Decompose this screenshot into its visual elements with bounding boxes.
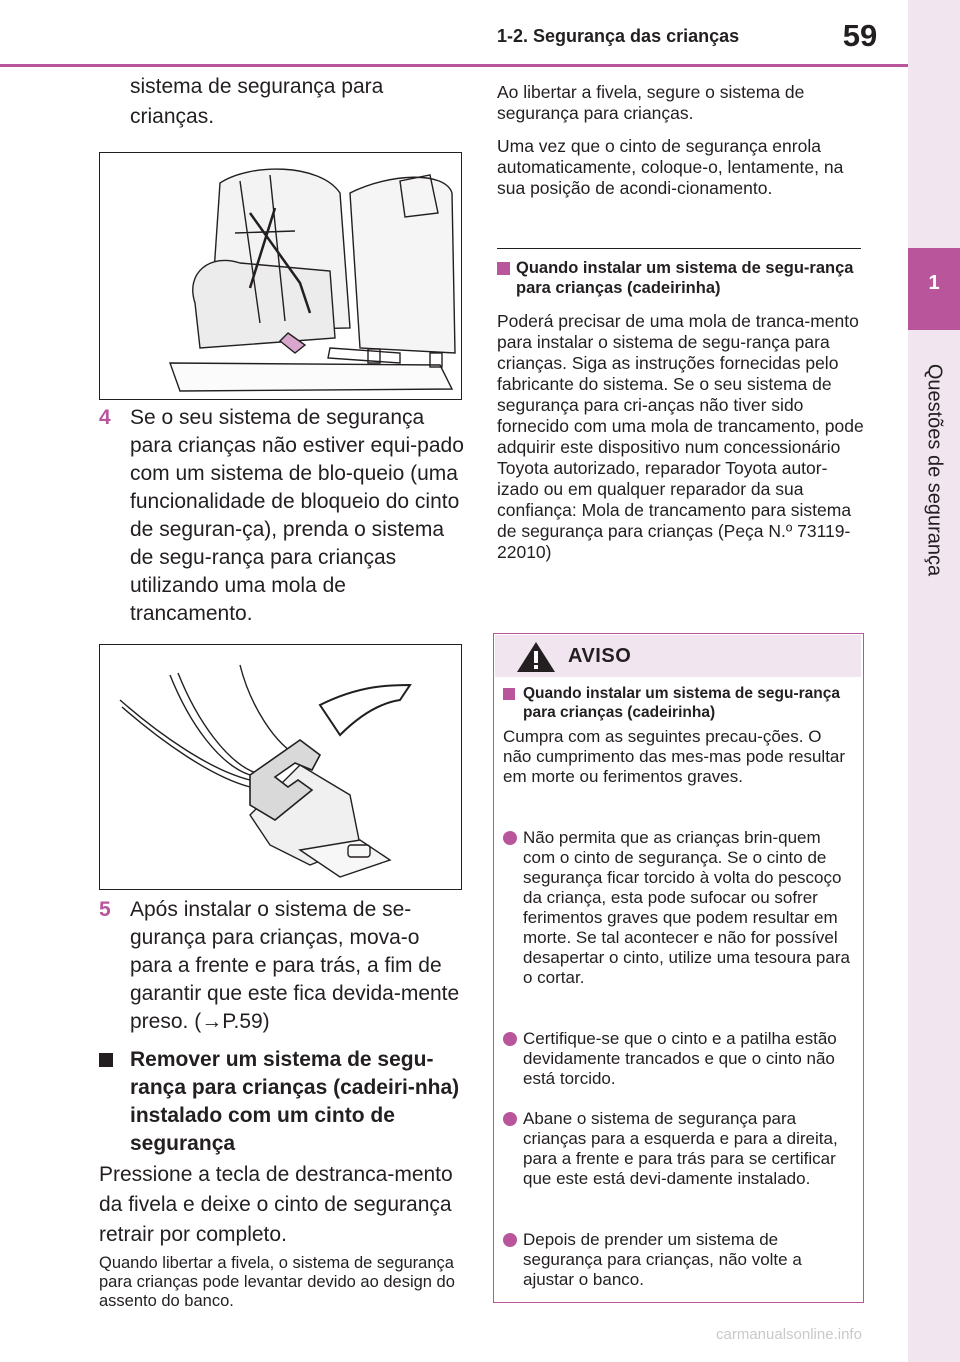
warning-triangle-icon — [515, 640, 557, 679]
side-strip — [908, 0, 960, 1362]
warning-label: AVISO — [568, 645, 632, 667]
paragraph: Uma vez que o cinto de segurança enrola automaticamente, coloque-o, lentamente, na sua posição de acondi-cionamento. — [497, 136, 844, 198]
warning-item-text: Depois de prender um sistema de segurança para crianças, não volte a ajustar o banco. — [523, 1230, 802, 1289]
locking-clip-illustration — [99, 644, 462, 890]
square-bullet-icon — [503, 688, 515, 700]
header-rule — [0, 64, 908, 67]
section-heading — [497, 258, 865, 298]
warning-heading — [503, 684, 853, 722]
warning-intro: Cumpra com as seguintes precau-ções. O não cumprimento das mes-mas pode resultar em morte ou ferimentos graves. — [503, 727, 846, 786]
square-bullet-icon — [497, 262, 510, 275]
intro-continuation: sistema de segurança para crianças. — [130, 75, 384, 128]
heading-text: Quando instalar um sistema de segu-rança para crianças (cadeirinha) — [523, 685, 840, 721]
step-text: Após instalar o sistema de se-gurança para crianças, mova-o para a frente e para trás, a fim de garantir que este fica devida-mente preso. (→P.59) — [130, 898, 460, 1033]
warning-item — [503, 1109, 853, 1189]
heading-text: Remover um sistema de segu-rança para crianças (cadeiri-nha) instalado com um cinto de segurança — [130, 1048, 460, 1155]
warning-item-text: Não permita que as crianças brin-quem com o cinto de segurança. Se o cinto de segurança ficar torcido à volta do pescoço da criança, esta pode sufocar ou sofrer ferimentos graves que podem resultar em morte. Se tal acontecer e não for possível desapertar o cinto, utilize uma tesoura para o cortar. — [523, 828, 850, 987]
divider — [497, 248, 861, 249]
warning-item — [503, 1029, 853, 1089]
chapter-title: Questões de segurança — [923, 363, 946, 577]
circle-bullet-icon — [503, 831, 517, 845]
chapter-number: 1 — [928, 272, 940, 294]
step-4 — [99, 404, 464, 628]
child-seat-illustration — [99, 152, 462, 400]
paragraph: Ao libertar a fivela, segure o sistema de segurança para crianças. — [497, 82, 805, 123]
step-number: 5 — [99, 898, 111, 921]
section-heading — [99, 1046, 464, 1158]
step-text: Se o seu sistema de segurança para crianças não estiver equi-pado com um sistema de blo-queio (uma funcionalidade de bloqueio do cinto de seguran-ça), prenda o sistema de segu-rança para crianças utilizando uma mola de trancamento. — [130, 406, 464, 625]
warning-item-text: Abane o sistema de segurança para crianças para a esquerda e para a direita, para a frente e para trás para se certificar que este está devi-damente instalado. — [523, 1109, 838, 1188]
square-bullet-icon — [99, 1053, 113, 1067]
step-5 — [99, 896, 464, 1036]
warning-item — [503, 1230, 853, 1290]
circle-bullet-icon — [503, 1032, 517, 1046]
paragraph: Poderá precisar de uma mola de tranca-mento para instalar o sistema de segu-rança para crianças. Siga as instruções fornecidas pelo fabricante do sistema. Se o seu sistema de segurança para cri-anças não tiver sido fornecido com uma mola de trancamento, pode adquirir este dispositivo num concessionário Toyota autorizado, reparador Toyota autor-izado ou em qualquer reparador da sua confiança: Mola de trancamento para sistema de segurança para crianças (Peça N.º 73119-22010) — [497, 311, 864, 562]
note-text: Quando libertar a fivela, o sistema de segurança para crianças pode levantar devido ao design do assento do banco. — [99, 1254, 455, 1310]
heading-text: Quando instalar um sistema de segu-rança para crianças (cadeirinha) — [516, 259, 854, 297]
warning-item-text: Certifique-se que o cinto e a patilha estão devidamente trancados e que o cinto não está torcido. — [523, 1029, 837, 1088]
circle-bullet-icon — [503, 1233, 517, 1247]
circle-bullet-icon — [503, 1112, 517, 1126]
footer-watermark: carmanualsonline.info — [716, 1326, 862, 1343]
body-text: Pressione a tecla de destranca-mento da fivela e deixe o cinto de segurança retrair por completo. — [99, 1163, 453, 1246]
page-number: 59 — [842, 18, 878, 53]
warning-item — [503, 828, 853, 988]
step-number: 4 — [99, 406, 111, 429]
section-title: 1-2. Segurança das crianças — [497, 26, 740, 46]
